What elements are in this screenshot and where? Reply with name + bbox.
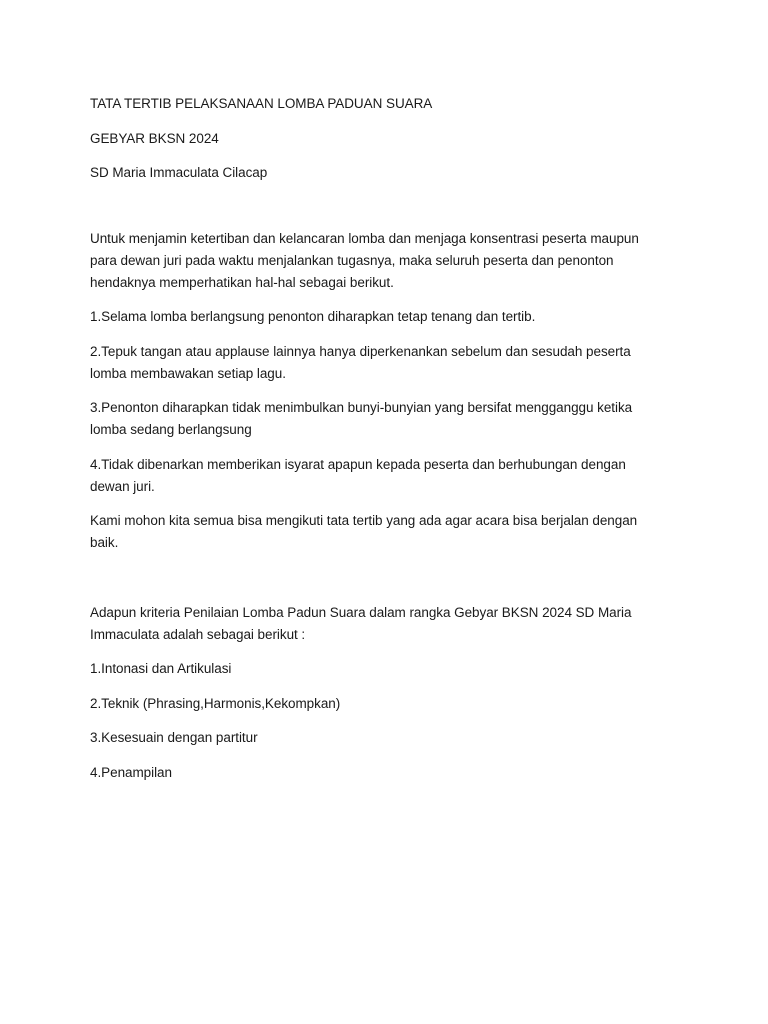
criteria-item: 4.Penampilan <box>90 764 172 780</box>
rule-item: 3.Penonton diharapkan tidak menimbulkan bunyi-bunyian yang bersifat mengganggu ketika lomba sedang berlangsung <box>90 400 633 437</box>
rule-item: 2.Tepuk tangan atau applause lainnya hanya diperkenankan sebelum dan sesudah peserta lomba membawakan setiap lagu. <box>90 343 631 381</box>
intro-paragraph: Untuk menjamin ketertiban dan kelancaran lomba dan menjaga konsentrasi peserta maupun para dewan juri pada waktu menjalankan tugasnya, maka seluruh peserta dan penonton hendaknya memperhatikan hal-hal sebagai berikut. <box>90 230 639 290</box>
criteria-item: 1.Intonasi dan Artikulasi <box>90 661 232 676</box>
closing-paragraph: Kami mohon kita semua bisa mengikuti tata tertib yang ada agar acara bisa berjalan dengan baik. <box>90 513 638 550</box>
document-title: TATA TERTIB PELAKSANAAN LOMBA PADUAN SUARA <box>90 96 433 111</box>
criteria-intro: Adapun kriteria Penilaian Lomba Padun Suara dalam rangka Gebyar BKSN 2024 SD Maria Immaculata adalah sebagai berikut : <box>90 604 632 642</box>
criteria-item: 3.Kesesuain dengan partitur <box>90 730 258 745</box>
document-page <box>90 93 668 796</box>
rule-item: 4.Tidak dibenarkan memberikan isyarat apapun kepada peserta dan berhubungan dengan dewan juri. <box>90 456 626 494</box>
event-name: GEBYAR BKSN 2024 <box>90 130 219 146</box>
spacer <box>90 197 668 228</box>
spacer <box>90 567 668 602</box>
school-name: SD Maria Immaculata Cilacap <box>90 165 268 180</box>
rule-item: 1.Selama lomba berlangsung penonton diharapkan tetap tenang dan tertib. <box>90 309 536 324</box>
criteria-item: 2.Teknik (Phrasing,Harmonis,Kekompkan) <box>90 695 341 711</box>
